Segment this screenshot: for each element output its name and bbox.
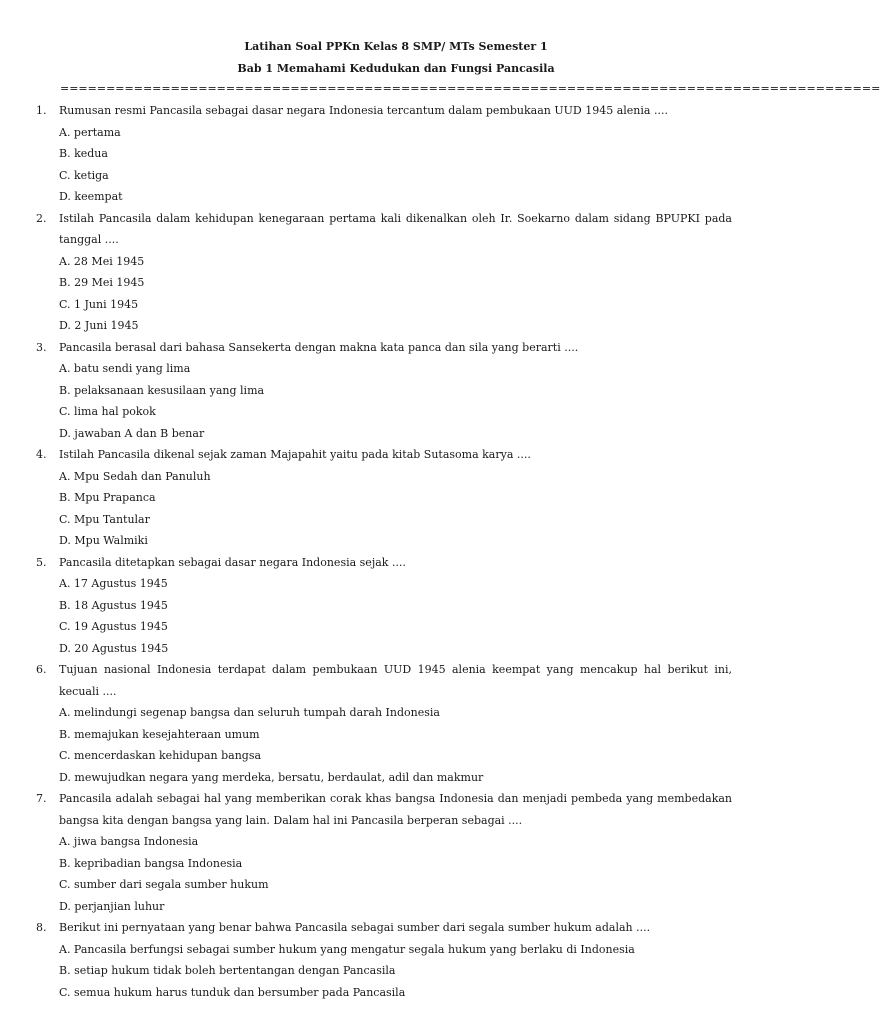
answer-option: A. pertama xyxy=(59,125,121,139)
answer-option: C. semua hukum harus tunduk dan bersumber pada Pancasila xyxy=(59,985,406,999)
answer-option: C. sumber dari segala sumber hukum xyxy=(59,878,269,891)
answer-option: B. kepribadian bangsa Indonesia xyxy=(59,856,243,870)
question-number: 2. xyxy=(36,211,47,225)
question-number: 4. xyxy=(36,448,47,461)
separator-rule: ========================================================================================= xyxy=(60,82,880,95)
answer-option: A. Mpu Sedah dan Panuluh xyxy=(59,469,211,483)
question-item xyxy=(0,208,768,337)
answer-option: B. memajukan kesejahteraan umum xyxy=(59,727,260,741)
question-number: 6. xyxy=(36,663,47,676)
question-row xyxy=(0,444,768,466)
question-text: Pancasila ditetapkan sebagai dasar negara Indonesia sejak .... xyxy=(59,555,406,569)
question-text: Pancasila adalah sebagai hal yang memberikan corak khas bangsa Indonesia dan menjadi pembeda yang membedakan bangsa kita dengan bangsa yang lain. Dalam hal ini Pancasila berperan sebagai .... xyxy=(59,792,732,827)
question-row xyxy=(0,552,768,574)
document-subtitle: Bab 1 Memahami Kedudukan dan Fungsi Pancasila xyxy=(237,62,555,75)
question-item xyxy=(0,788,768,917)
question-number: 7. xyxy=(36,792,47,805)
answer-option: A. Pancasila berfungsi sebagai sumber hukum yang mengatur segala hukum yang berlaku di Indonesia xyxy=(59,942,635,956)
question-item xyxy=(0,552,768,660)
question-text: Istilah Pancasila dikenal sejak zaman Majapahit yaitu pada kitab Sutasoma karya .... xyxy=(59,448,531,461)
answer-option: D. mewujudkan negara yang merdeka, bersatu, berdaulat, adil dan makmur xyxy=(59,770,484,784)
question-item xyxy=(0,659,768,788)
answer-option: B. kedua xyxy=(59,147,108,160)
answer-option: A. batu sendi yang lima xyxy=(59,362,191,375)
answer-option: D. jawaban A dan B benar xyxy=(59,426,205,440)
answer-option: B. setiap hukum tidak boleh bertentangan dengan Pancasila xyxy=(59,964,396,977)
question-row xyxy=(0,788,768,831)
question-item xyxy=(0,337,768,445)
answer-option: C. Mpu Tantular xyxy=(59,512,150,526)
answer-option: D. perjanjian luhur xyxy=(59,899,165,913)
question-item xyxy=(0,917,768,1003)
question-list xyxy=(0,100,768,1003)
question-item xyxy=(0,100,768,208)
answer-option: B. pelaksanaan kesusilaan yang lima xyxy=(59,383,265,397)
question-text: Pancasila berasal dari bahasa Sansekerta dengan makna kata panca dan sila yang berarti .... xyxy=(59,340,579,354)
question-number: 5. xyxy=(36,555,47,569)
answer-option: A. jiwa bangsa Indonesia xyxy=(59,835,199,848)
answer-option: C. mencerdaskan kehidupan bangsa xyxy=(59,749,262,762)
question-row xyxy=(0,917,768,939)
answer-option: B. 29 Mei 1945 xyxy=(59,276,145,289)
answer-option: A. 17 Agustus 1945 xyxy=(59,577,168,590)
question-item xyxy=(0,444,768,552)
answer-option: D. keempat xyxy=(59,190,123,203)
question-number: 3. xyxy=(36,340,47,354)
question-row xyxy=(0,659,768,702)
question-text: Istilah Pancasila dalam kehidupan kenegaraan pertama kali dikenalkan oleh Ir. Soekarno dalam sidang BPUPKI pada tanggal .... xyxy=(59,211,732,246)
answer-option: C. 19 Agustus 1945 xyxy=(59,620,168,633)
document-title: Latihan Soal PPKn Kelas 8 SMP/ MTs Semester 1 xyxy=(244,40,548,53)
question-row xyxy=(0,337,768,359)
answer-option: B. 18 Agustus 1945 xyxy=(59,598,168,612)
question-text: Rumusan resmi Pancasila sebagai dasar negara Indonesia tercantum dalam pembukaan UUD 1945 alenia .... xyxy=(59,104,668,117)
answer-option: C. lima hal pokok xyxy=(59,405,156,418)
question-text: Tujuan nasional Indonesia terdapat dalam pembukaan UUD 1945 alenia keempat yang mencakup hal berikut ini, kecuali .... xyxy=(59,663,732,698)
answer-option: C. 1 Juni 1945 xyxy=(59,297,139,311)
answer-option: A. melindungi segenap bangsa dan seluruh tumpah darah Indonesia xyxy=(59,706,440,719)
answer-option: D. 2 Juni 1945 xyxy=(59,319,139,332)
answer-option: A. 28 Mei 1945 xyxy=(59,254,145,268)
question-number: 1. xyxy=(36,104,47,117)
question-row xyxy=(0,100,768,122)
answer-option: D. 20 Agustus 1945 xyxy=(59,641,169,655)
question-row xyxy=(0,208,768,251)
answer-option: B. Mpu Prapanca xyxy=(59,491,156,504)
answer-option: D. Mpu Walmiki xyxy=(59,534,148,547)
question-text: Berikut ini pernyataan yang benar bahwa Pancasila sebagai sumber dari segala sumber hukum adalah .... xyxy=(59,921,651,934)
question-number: 8. xyxy=(36,921,47,934)
answer-option: C. ketiga xyxy=(59,168,109,182)
